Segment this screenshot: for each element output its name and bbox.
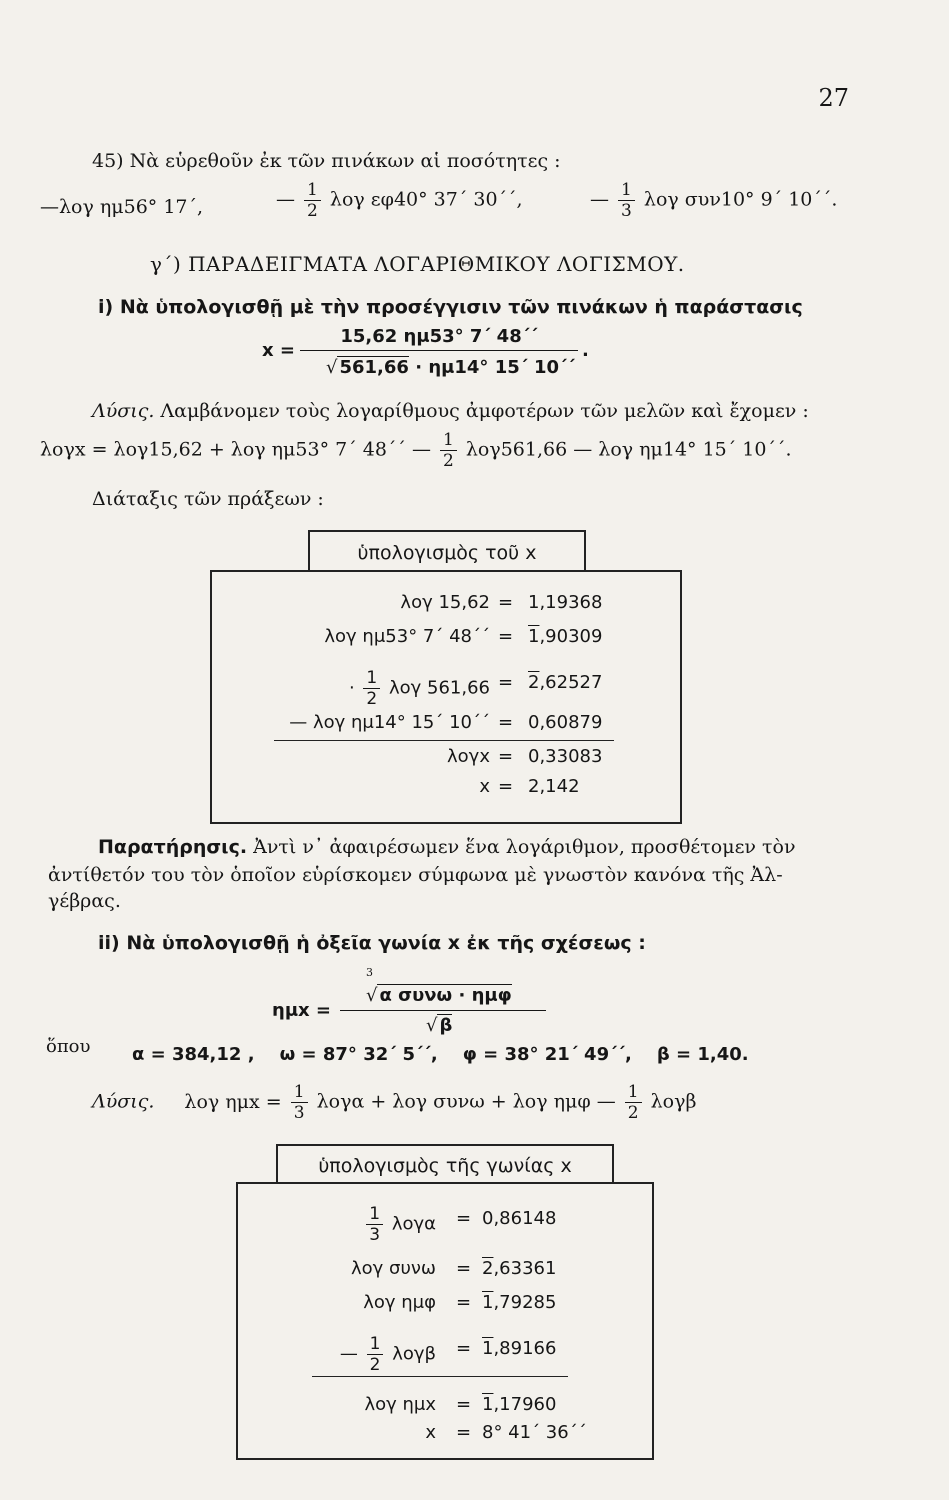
problem-2-statement	[98, 932, 646, 954]
table-1-label: λογx	[447, 746, 490, 767]
table-2-bar-characteristic: 1	[482, 1394, 494, 1415]
table-1-label: x	[479, 776, 490, 797]
table-1-label: — λογ ημ14° 15΄ 10΄΄	[289, 712, 490, 733]
table-1-value: 2,142	[528, 776, 580, 797]
table-1-equals: =	[498, 626, 514, 647]
fraction-numerator: 1	[291, 1082, 308, 1103]
table-2-label: λογ συνω	[351, 1258, 436, 1279]
table-2-frac-sign: —	[339, 1343, 358, 1365]
exercise-item-2-fraction	[304, 180, 321, 221]
exercise-intro	[92, 150, 561, 172]
problem-2-text: Νὰ ὑπολογισθῇ ἡ ὀξεῖα γωνία x ἐκ τῆς σχέσεως :	[126, 932, 646, 954]
exercise-item-3-fraction	[618, 180, 635, 221]
fraction-numerator: 1	[367, 1334, 384, 1355]
fraction-numerator: 1	[366, 1204, 383, 1225]
table-2-bar-characteristic: 1	[482, 1338, 494, 1359]
table-2-value: ,89166	[493, 1338, 557, 1359]
table-1-equals: =	[498, 776, 514, 797]
table-1-row	[212, 668, 680, 709]
exercise-item-3	[590, 180, 837, 221]
problem-2-where: ὅπου	[46, 1036, 91, 1057]
table-2-row	[238, 1390, 652, 1420]
fraction-numerator: 1	[618, 180, 635, 201]
problem-1-lhs: x =	[262, 340, 295, 361]
fraction-numerator: 1	[625, 1082, 642, 1103]
fraction-denominator: 3	[293, 1103, 305, 1123]
exercise-item-2	[276, 180, 523, 221]
table-1-value: ,90309	[539, 626, 603, 647]
table-2-equals: =	[456, 1258, 472, 1279]
problem-1-fraction-bar	[300, 350, 578, 351]
problem-2-denominator-radicand: β	[439, 1015, 453, 1036]
table-1-sum-rule	[274, 740, 614, 741]
problem-1-label: i)	[98, 296, 114, 318]
table-2-header: ὑπολογισμὸς τῆς γωνίας x	[276, 1144, 614, 1182]
table-1-label: λογ 561,66	[388, 677, 490, 699]
remark-line-1	[98, 836, 796, 858]
table-2-equals: =	[456, 1208, 472, 1229]
problem-2-lhs: ημx =	[272, 1000, 332, 1021]
solution-1-intro	[92, 400, 809, 422]
problem-2-radicand: α συνω · ημφ	[379, 985, 512, 1006]
exercise-item-3-sign: —	[590, 188, 609, 211]
problem-1-denominator: √ 561,66 · ημ14° 15΄ 10΄΄	[326, 357, 575, 378]
table-2-bar-characteristic: 1	[482, 1292, 494, 1313]
problem-2-denominator: √ β	[426, 1015, 453, 1036]
table-2-box	[236, 1182, 654, 1460]
table-1-value: 0,60879	[528, 712, 603, 733]
table-1-label: λογ ημ53° 7΄ 48΄΄	[324, 626, 490, 647]
solution-2-label: Λύσις.	[92, 1090, 155, 1113]
table-1-equals: =	[498, 592, 514, 613]
table-2-label: x	[425, 1422, 436, 1443]
remark-line-3: γέβρας.	[48, 890, 121, 912]
problem-1-numerator: 15,62 ημ53° 7΄ 48΄΄	[340, 326, 538, 347]
fraction-numerator: 1	[304, 180, 321, 201]
section-title: γ΄) ΠΑΡΑΔΕΙΓΜΑΤΑ ΛΟΓΑΡΙΘΜΙΚΟΥ ΛΟΓΙΣΜΟΥ.	[150, 252, 685, 276]
table-2-equals: =	[456, 1338, 472, 1359]
solution-2-part-a: λογ ημx =	[184, 1090, 282, 1113]
table-2-label: λογ ημφ	[363, 1292, 436, 1313]
exercise-item-2-text: λογ εφ40° 37΄ 30΄΄,	[329, 188, 523, 211]
table-1-bar-characteristic: 2	[528, 672, 540, 693]
table-2-value: 0,86148	[482, 1208, 557, 1229]
fraction-numerator: 1	[440, 430, 457, 451]
table-2-label: λογα	[391, 1213, 436, 1235]
table-2-row	[238, 1254, 652, 1284]
exercise-number: 45)	[92, 150, 124, 172]
fraction-denominator: 2	[627, 1103, 639, 1123]
exercise-intro-text: Νὰ εὑρεθοῦν ἐκ τῶν πινάκων αἱ ποσότητες :	[129, 150, 561, 172]
table-2-value: ,79285	[493, 1292, 557, 1313]
table-2-row	[238, 1334, 652, 1375]
fraction-denominator: 3	[369, 1225, 381, 1245]
exercise-item-1: —λογ ημ56° 17΄,	[40, 196, 204, 218]
table-1-equals: =	[498, 712, 514, 733]
table-2-row	[238, 1204, 652, 1245]
table-2-fraction-1	[366, 1204, 383, 1245]
solution-1-equation-part-a: λογx = λογ15,62 + λογ ημ53° 7΄ 48΄΄ —	[40, 438, 431, 461]
table-2-row	[238, 1288, 652, 1318]
table-2-value: ,63361	[493, 1258, 557, 1279]
table-1-value: 0,33083	[528, 746, 603, 767]
fraction-denominator: 2	[443, 451, 454, 471]
problem-1-period: .	[582, 340, 589, 361]
problem-2-root-index: 3	[366, 966, 373, 979]
table-1-fraction	[363, 668, 380, 709]
table-1-row	[212, 772, 680, 802]
solution-1-fraction	[440, 430, 457, 471]
table-2-equals: =	[456, 1394, 472, 1415]
table-2-value: 8° 41΄ 36΄΄	[482, 1422, 587, 1443]
solution-2-fraction-1	[291, 1082, 308, 1123]
solution-2-part-b: λογα + λογ συνω + λογ ημφ —	[316, 1090, 616, 1113]
fraction-denominator: 2	[369, 1355, 381, 1375]
remark-line-2: ἀντίθετόν του τὸν ὁποῖον εὑρίσκομεν σύμφωνα μὲ γνωστὸν κανόνα τῆς Ἀλ-	[48, 864, 783, 886]
table-1-equals: =	[498, 746, 514, 767]
table-1-equals: =	[498, 672, 514, 693]
table-2-sum-rule	[312, 1376, 568, 1377]
solution-2-equation	[92, 1082, 696, 1123]
fraction-denominator: 3	[621, 201, 632, 221]
solution-1-equation	[40, 430, 792, 471]
remark-title: Παρατήρησις.	[98, 836, 248, 858]
solution-1-text: Λαμβάνομεν τοὺς λογαρίθμους ἀμφοτέρων τῶν μελῶν καὶ ἔχομεν :	[160, 400, 809, 422]
table-1-value: ,62527	[539, 672, 603, 693]
table-1-row	[212, 708, 680, 738]
table-1-frac-sign: ·	[348, 677, 355, 699]
solution-1-equation-part-b: λογ561,66 — λογ ημ14° 15΄ 10΄΄.	[465, 438, 792, 461]
fraction-denominator: 2	[307, 201, 318, 221]
exercise-item-2-sign: —	[276, 188, 295, 211]
solution-1-arrangement: Διάταξις τῶν πράξεων :	[92, 488, 324, 510]
problem-1-denominator-rest: · ημ14° 15΄ 10΄΄	[408, 357, 575, 378]
fraction-denominator: 2	[366, 689, 378, 709]
table-2-equals: =	[456, 1422, 472, 1443]
exercise-item-3-text: λογ συν10° 9΄ 10΄΄.	[643, 188, 838, 211]
problem-1-text: Νὰ ὑπολογισθῇ μὲ τὴν προσέγγισιν τῶν πινάκων ἡ παράστασις	[119, 296, 803, 318]
table-2-fraction-2	[367, 1334, 384, 1375]
table-2-label: λογβ	[392, 1343, 436, 1365]
solution-2-part-c: λογβ	[650, 1090, 697, 1113]
problem-2-numerator: √ α συνω · ημφ	[366, 985, 512, 1006]
table-2-label: λογ ημx	[364, 1394, 436, 1415]
page-number: 27	[818, 84, 849, 112]
table-1-bar-characteristic: 1	[528, 626, 540, 647]
problem-2-fraction-bar	[340, 1010, 546, 1011]
table-1-value: 1,19368	[528, 592, 603, 613]
problem-1-statement	[98, 296, 803, 318]
table-2-equals: =	[456, 1292, 472, 1313]
table-1-label: λογ 15,62	[400, 592, 490, 613]
fraction-numerator: 1	[363, 668, 380, 689]
problem-1-radicand: 561,66	[339, 357, 409, 378]
problem-2-label: ii)	[98, 932, 120, 954]
table-1-row	[212, 742, 680, 772]
table-1-box	[210, 570, 682, 824]
table-1-row	[212, 622, 680, 652]
table-2-value: ,17960	[493, 1394, 557, 1415]
solution-2-fraction-2	[625, 1082, 642, 1123]
table-2-bar-characteristic: 2	[482, 1258, 494, 1279]
table-1-header: ὑπολογισμὸς τοῦ x	[308, 530, 586, 570]
solution-1-label: Λύσις.	[92, 400, 155, 422]
problem-2-givens: α = 384,12 , ω = 87° 32΄ 5΄΄, φ = 38° 21΄ 49΄΄, β = 1,40.	[132, 1044, 749, 1065]
remark-text-1: Ἀντὶ ν᾽ ἀφαιρέσωμεν ἕνα λογάριθμον, προσθέτομεν τὸν	[253, 836, 796, 858]
table-1-row	[212, 588, 680, 618]
table-2-row	[238, 1418, 652, 1448]
